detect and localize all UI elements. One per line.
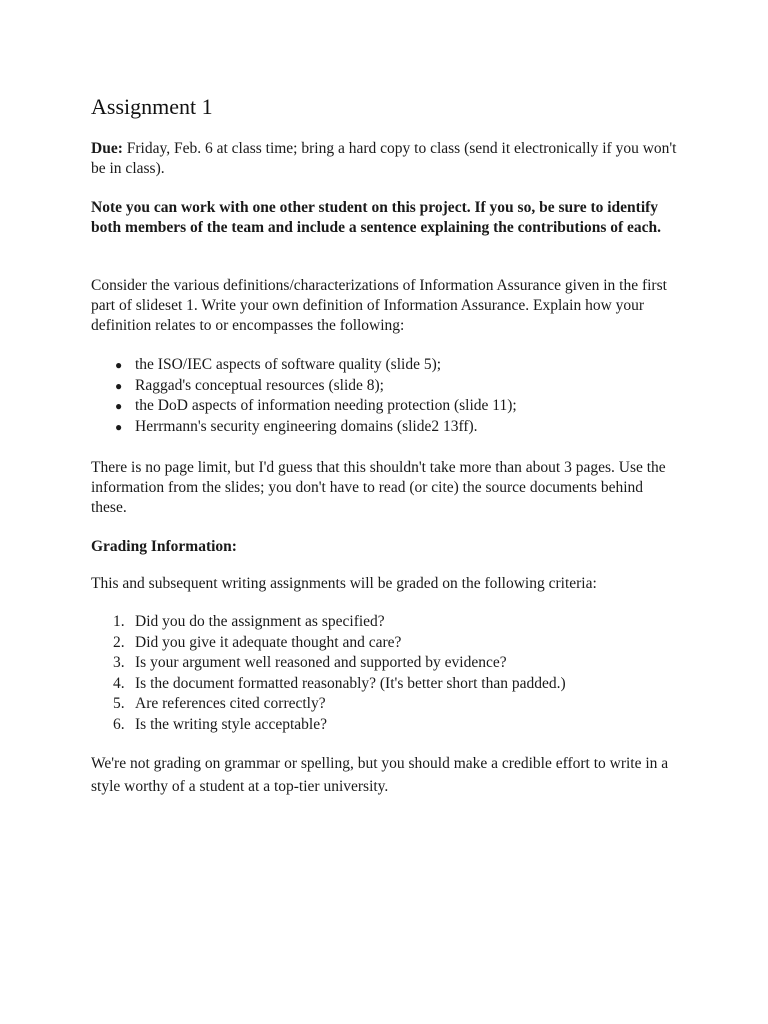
- bullet-icon: ●: [115, 419, 123, 434]
- consider-paragraph: Consider the various definitions/characterizations of Information Assurance given in the first part of slideset 1. Write your own definition of Information Assurance. Explain how your definition relates to or encompasses the following:: [91, 277, 667, 334]
- criteria-text: Are references cited correctly?: [135, 695, 326, 712]
- due-paragraph: [91, 139, 681, 179]
- criteria-item: [91, 653, 681, 674]
- due-label: Due:: [91, 140, 123, 157]
- criteria-text: Is the writing style acceptable?: [135, 715, 327, 733]
- note-paragraph: Note you can work with one other student on this project. If you so, be sure to identify both members of the team and include a sentence explaining the contributions of each.: [91, 199, 662, 236]
- list-number: 6.: [113, 715, 125, 733]
- bullet-icon: ●: [115, 358, 123, 372]
- criteria-text: Did you do the assignment as specified?: [135, 613, 385, 630]
- closing-paragraph: We're not grading on grammar or spelling, but you should make a credible effort to write in a style worthy of a student at a top-tier university.: [91, 755, 669, 795]
- grading-intro-paragraph: This and subsequent writing assignments will be graded on the following criteria:: [91, 575, 597, 592]
- criteria-item: [91, 612, 681, 633]
- list-number: 2.: [113, 633, 125, 651]
- bullet-item: [91, 417, 681, 438]
- criteria-text: Is your argument well reasoned and supported by evidence?: [135, 654, 507, 671]
- bullet-icon: ●: [115, 378, 123, 393]
- criteria-text: Is the document formatted reasonably? (It's better short than padded.): [135, 674, 566, 692]
- due-text: Friday, Feb. 6 at class time; bring a hard copy to class (send it electronically if you won't be in class).: [91, 140, 677, 177]
- bullet-text: Herrmann's security engineering domains (slide2 13ff).: [135, 417, 478, 435]
- criteria-item: [91, 715, 681, 736]
- bullet-text: the DoD aspects of information needing protection (slide 11);: [135, 397, 517, 414]
- list-number: 5.: [113, 695, 125, 712]
- criteria-text: Did you give it adequate thought and care?: [135, 633, 402, 651]
- list-number: 4.: [113, 674, 125, 692]
- bullet-item: [91, 376, 681, 397]
- bullet-item: [91, 396, 681, 417]
- list-number: 3.: [113, 654, 125, 671]
- list-number: 1.: [113, 613, 125, 630]
- bullet-text: Raggad's conceptual resources (slide 8);: [135, 376, 384, 394]
- bullet-icon: ●: [115, 399, 123, 413]
- criteria-item: [91, 694, 681, 715]
- bullet-text: the ISO/IEC aspects of software quality (slide 5);: [135, 356, 442, 373]
- criteria-numbered-list: [91, 612, 681, 735]
- criteria-item: [91, 674, 681, 695]
- criteria-item: [91, 633, 681, 654]
- page-title: Assignment 1: [91, 94, 213, 119]
- aspects-bullet-list: [91, 355, 681, 437]
- bullet-item: [91, 355, 681, 376]
- grading-heading: Grading Information:: [91, 538, 237, 555]
- page-limit-paragraph: There is no page limit, but I'd guess that this shouldn't take more than about 3 pages. Use the information from the slides; you don't have to read (or cite) the source documents behind these.: [91, 459, 666, 516]
